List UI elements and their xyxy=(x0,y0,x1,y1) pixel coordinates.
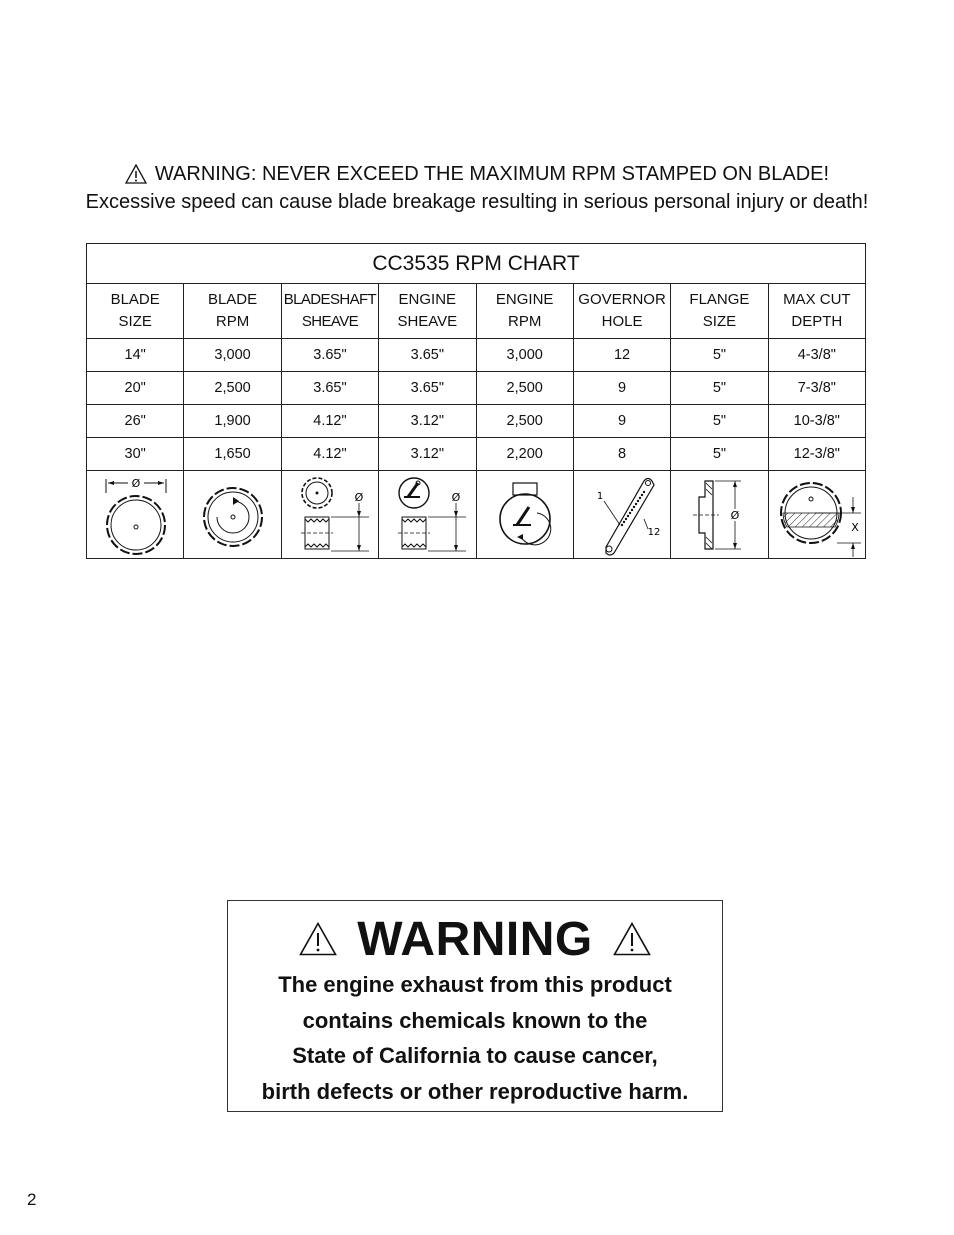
table-cell: 3.65" xyxy=(281,339,378,372)
table-cell: 3.65" xyxy=(379,372,476,405)
table-cell: 2,500 xyxy=(184,372,281,405)
blade-rotation-icon xyxy=(193,473,273,557)
warning-heading xyxy=(228,911,722,967)
rpm-warning-line1: WARNING: NEVER EXCEED THE MAXIMUM RPM STAMPED ON BLADE! xyxy=(154,163,830,185)
table-row xyxy=(87,438,866,471)
page-number: 2 xyxy=(27,1190,37,1209)
svg-text:Ø: Ø xyxy=(731,508,740,522)
table-cell: 3.12" xyxy=(379,438,476,471)
table-cell: 5" xyxy=(671,438,768,471)
rpm-warning-line2: Excessive speed can cause blade breakage resulting in serious personal injury or death! xyxy=(85,191,869,213)
table-cell: 1,900 xyxy=(184,405,281,438)
table-row xyxy=(87,339,866,372)
table-cell: 3.12" xyxy=(379,405,476,438)
table-cell: 9 xyxy=(573,405,670,438)
engine-sheave-icon xyxy=(384,473,470,557)
rpm-warning xyxy=(0,160,954,216)
table-row xyxy=(87,372,866,405)
column-header: MAX CUT DEPTH xyxy=(768,284,865,339)
table-cell: 2,500 xyxy=(476,372,573,405)
california-warning-box xyxy=(227,900,723,1112)
engine-rotation-icon xyxy=(485,473,565,557)
warning-triangle-icon xyxy=(613,922,651,956)
table-cell: 9 xyxy=(573,372,670,405)
diagram-row xyxy=(87,471,866,559)
flange-icon xyxy=(679,473,759,557)
table-cell: 3,000 xyxy=(184,339,281,372)
table-row xyxy=(87,405,866,438)
governor-arm-icon xyxy=(582,473,662,557)
table-cell: 4.12" xyxy=(281,405,378,438)
warning-line: birth defects or other reproductive harm. xyxy=(261,1078,689,1104)
table-cell: 8 xyxy=(573,438,670,471)
table-cell: 5" xyxy=(671,405,768,438)
warning-body xyxy=(228,967,722,1109)
table-cell: 3.65" xyxy=(281,372,378,405)
table-cell: 7-3/8" xyxy=(768,372,865,405)
table-cell: 14" xyxy=(87,339,184,372)
column-header: GOVERNOR HOLE xyxy=(573,284,670,339)
table-cell: 3,000 xyxy=(476,339,573,372)
table-cell: 12 xyxy=(573,339,670,372)
warning-line: State of California to cause cancer, xyxy=(292,1043,658,1068)
table-cell: 4-3/8" xyxy=(768,339,865,372)
rpm-chart-title: CC3535 RPM CHART xyxy=(87,244,866,284)
warning-triangle-icon xyxy=(125,164,147,184)
column-header: BLADE RPM xyxy=(184,284,281,339)
table-cell: 5" xyxy=(671,339,768,372)
column-header: BLADE SIZE xyxy=(87,284,184,339)
cut-depth-icon xyxy=(771,473,863,557)
warning-line: contains chemicals known to the xyxy=(302,1007,648,1033)
table-cell: 4.12" xyxy=(281,438,378,471)
svg-text:1: 1 xyxy=(596,490,604,502)
svg-text:Ø: Ø xyxy=(354,490,364,504)
column-header: BLADESHAFT SHEAVE xyxy=(281,284,378,339)
warning-title: WARNING xyxy=(357,912,593,966)
table-cell: 3.65" xyxy=(379,339,476,372)
warning-triangle-icon xyxy=(299,922,337,956)
table-cell: 1,650 xyxy=(184,438,281,471)
table-cell: 12-3/8" xyxy=(768,438,865,471)
column-header: ENGINE RPM xyxy=(476,284,573,339)
blade-diameter-icon xyxy=(95,473,175,557)
table-cell: 30" xyxy=(87,438,184,471)
table-cell: 2,500 xyxy=(476,405,573,438)
bladeshaft-sheave-icon xyxy=(287,473,373,557)
table-cell: 2,200 xyxy=(476,438,573,471)
column-header: FLANGE SIZE xyxy=(671,284,768,339)
table-cell: 26" xyxy=(87,405,184,438)
svg-text:Ø: Ø xyxy=(131,476,141,490)
column-header: ENGINE SHEAVE xyxy=(379,284,476,339)
table-cell: 10-3/8" xyxy=(768,405,865,438)
table-cell: 5" xyxy=(671,372,768,405)
svg-text:Ø: Ø xyxy=(451,490,461,504)
svg-text:12: 12 xyxy=(647,526,661,538)
svg-text:X: X xyxy=(851,520,859,534)
table-cell: 20" xyxy=(87,372,184,405)
rpm-chart-table xyxy=(86,243,866,559)
warning-line: The engine exhaust from this product xyxy=(278,972,672,997)
